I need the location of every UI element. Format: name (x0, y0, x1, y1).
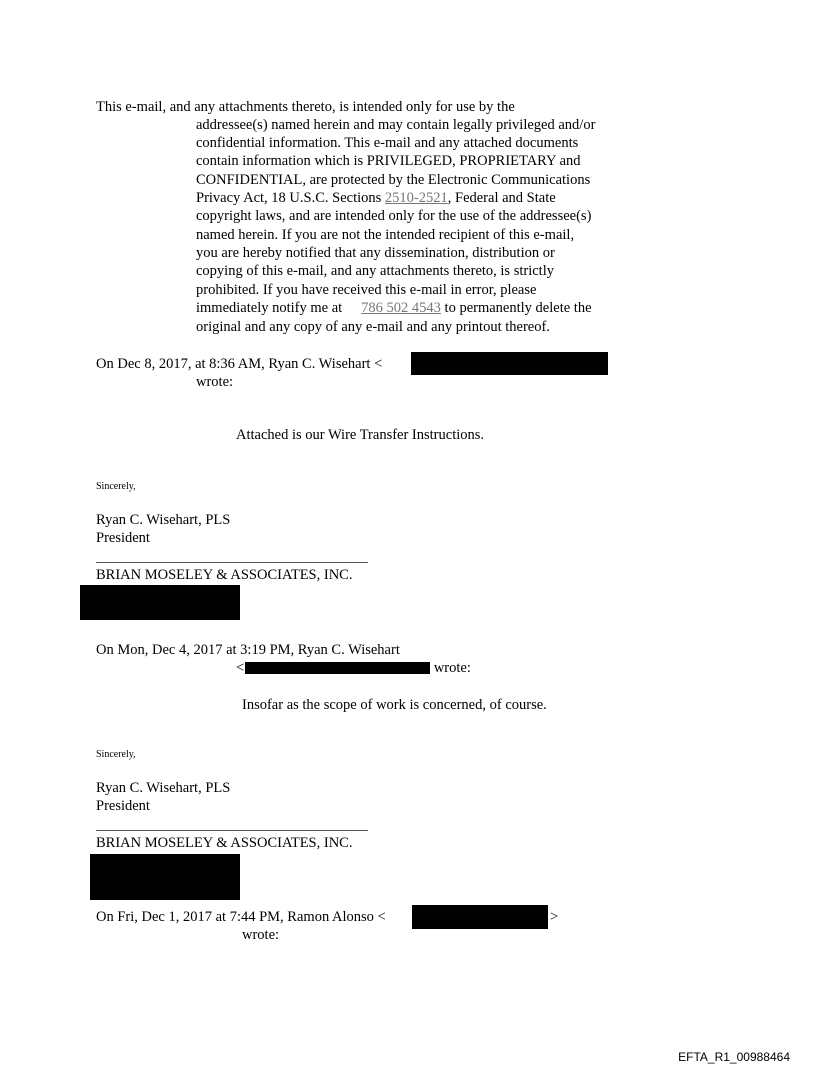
email2-body: Insofar as the scope of work is concerned, of course. (242, 697, 547, 713)
redaction-box (80, 585, 240, 620)
disclaimer-line: original and any copy of any e-mail and any printout thereof. (196, 319, 550, 335)
email1-signature-name: Ryan C. Wisehart, PLS (96, 512, 231, 528)
email2-signature-name: Ryan C. Wisehart, PLS (96, 780, 231, 796)
signature-divider (96, 562, 368, 563)
email1-wrote: wrote: (196, 374, 234, 390)
email3-close-bracket: > (550, 909, 559, 925)
email3-wrote: wrote: (242, 927, 280, 943)
email1-body: Attached is our Wire Transfer Instructions. (236, 427, 485, 443)
disclaimer-line: confidential information. This e-mail and any attached documents (196, 135, 579, 151)
redaction-box (411, 352, 608, 375)
disclaimer-line: copyright laws, and are intended only for the use of the addressee(s) (196, 208, 592, 224)
signature-divider (96, 830, 368, 831)
disclaimer-first-line: This e-mail, and any attachments thereto, is intended only for use by the (96, 99, 515, 115)
open-bracket: < (236, 660, 245, 676)
disclaimer-line: copying of this e-mail, and any attachments thereto, is strictly (196, 263, 554, 279)
document-id: EFTA_R1_00988464 (678, 1050, 790, 1064)
usc-sections-link[interactable]: 2510-2521 (384, 190, 448, 206)
redaction-box (245, 662, 430, 674)
privacy-text-post: , Federal and State (447, 190, 556, 206)
notify-text-post: to permanently delete the (440, 300, 592, 316)
phone-link[interactable]: 786 502 4543 (361, 300, 441, 316)
disclaimer-line: CONFIDENTIAL, are protected by the Electronic Communications (196, 172, 591, 188)
email2-wrote: wrote: (430, 660, 471, 676)
email2-signature-company: BRIAN MOSELEY & ASSOCIATES, INC. (96, 835, 353, 851)
privacy-text-pre: Privacy Act, 18 U.S.C. Sections (196, 190, 385, 206)
email1-signature-title: President (96, 530, 150, 546)
email2-header: On Mon, Dec 4, 2017 at 3:19 PM, Ryan C. Wisehart (96, 642, 400, 658)
disclaimer-line: prohibited. If you have received this e-mail in error, please (196, 282, 537, 298)
disclaimer-line: addressee(s) named herein and may contain legally privileged and/or (196, 117, 596, 133)
disclaimer-privacy-line (196, 189, 556, 207)
disclaimer-notify-line (196, 299, 592, 317)
email1-closing: Sincerely, (96, 481, 136, 492)
email3-header: On Fri, Dec 1, 2017 at 7:44 PM, Ramon Alonso < (96, 909, 386, 925)
email2-signature-title: President (96, 798, 150, 814)
disclaimer-line: contain information which is PRIVILEGED, PROPRIETARY and (196, 153, 581, 169)
email1-header: On Dec 8, 2017, at 8:36 AM, Ryan C. Wisehart < (96, 356, 383, 372)
redaction-box (412, 905, 548, 929)
redaction-box (90, 854, 240, 900)
email2-closing: Sincerely, (96, 749, 136, 760)
disclaimer-line: you are hereby notified that any dissemination, distribution or (196, 245, 555, 261)
notify-text-pre: immediately notify me at (196, 300, 343, 316)
email1-signature-company: BRIAN MOSELEY & ASSOCIATES, INC. (96, 567, 353, 583)
disclaimer-line: named herein. If you are not the intended recipient of this e-mail, (196, 227, 575, 243)
